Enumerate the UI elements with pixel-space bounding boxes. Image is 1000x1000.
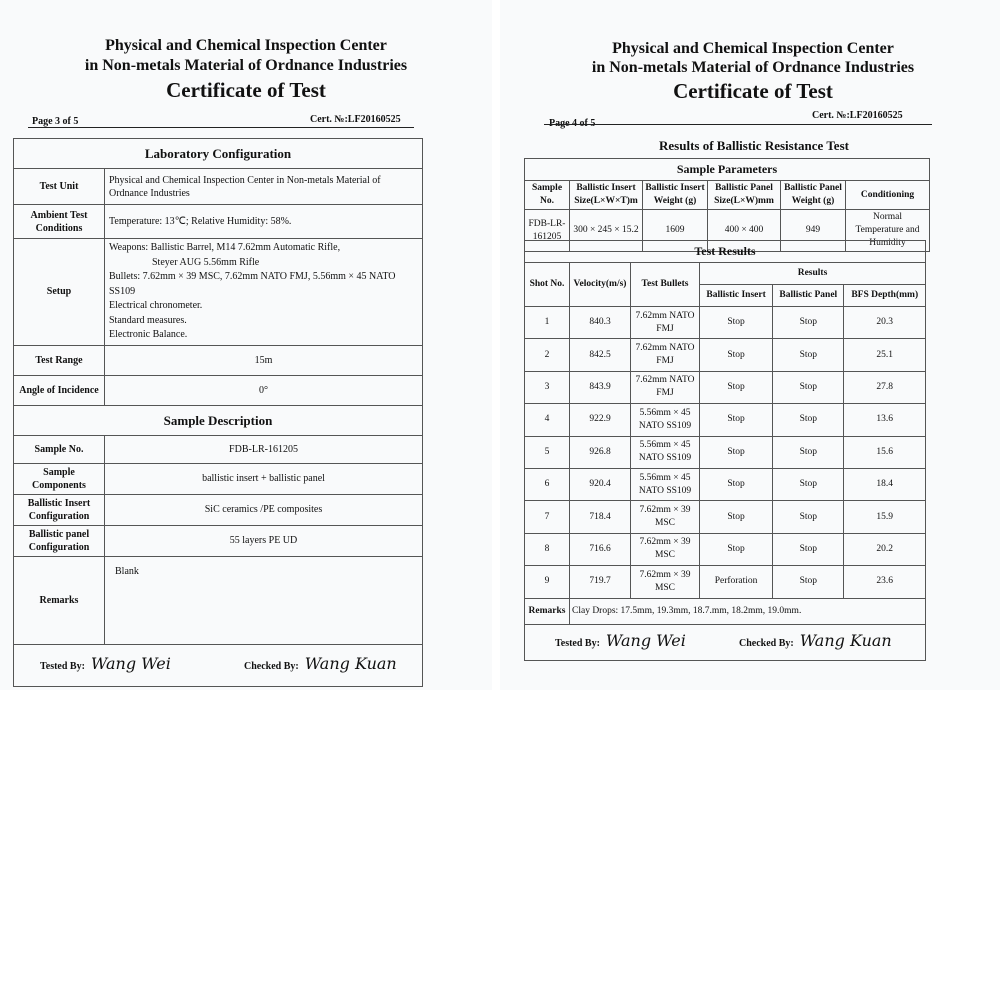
shot-cell: 27.8 <box>844 371 926 403</box>
shot-cell: 843.9 <box>570 371 631 403</box>
test-unit-label: Test Unit <box>14 169 105 205</box>
shot-cell: 20.3 <box>844 307 926 339</box>
shot-cell: 2 <box>525 339 570 371</box>
setup-line: Steyer AUG 5.56mm Rifle <box>152 256 260 268</box>
tested-by-label: Tested By: <box>555 637 600 649</box>
checked-by-label: Checked By: <box>244 660 299 672</box>
sample-no-value: FDB-LR-161205 <box>105 435 423 463</box>
shot-cell: 840.3 <box>570 307 631 339</box>
bfs-header: BFS Depth(mm) <box>844 285 926 307</box>
shot-cell: 1 <box>525 307 570 339</box>
tested-by <box>555 630 686 650</box>
remarks-value: Blank <box>105 556 423 644</box>
certificate-page-3 <box>0 0 492 690</box>
certificate-page-4 <box>500 0 1000 690</box>
shot-cell: 7.62mm × 39 MSC <box>631 533 700 565</box>
ambient-label: Ambient Test Conditions <box>14 205 105 239</box>
shot-cell: 920.4 <box>570 468 631 500</box>
param-cell: Normal Temperature and Humidity <box>846 210 930 252</box>
setup-value <box>105 239 423 346</box>
test-results-table <box>524 240 926 661</box>
org-name-line1: Physical and Chemical Inspection Center <box>612 40 894 57</box>
test-range-label: Test Range <box>14 345 105 375</box>
sample-description-heading: Sample Description <box>14 405 423 435</box>
shot-cell: 23.6 <box>844 566 926 598</box>
shot-cell: 9 <box>525 566 570 598</box>
shot-cell: Stop <box>700 436 773 468</box>
setup-line: Electronic Balance. <box>109 329 188 340</box>
tested-by-label: Tested By: <box>40 660 85 672</box>
results-remarks-value: Clay Drops: 17.5mm, 19.3mm, 18.7.mm, 18.2mm, 19.0mm. <box>570 598 926 624</box>
shot-cell: Stop <box>700 404 773 436</box>
shot-cell: 6 <box>525 468 570 500</box>
angle-value: 0° <box>105 375 423 405</box>
tested-signature: Wang Wei <box>90 653 171 673</box>
table-row <box>525 501 926 533</box>
header-rule <box>544 124 932 125</box>
insert-config-value: SiC ceramics /PE composites <box>105 494 423 525</box>
org-name-line2: in Non-metals Material of Ordnance Industries <box>591 59 915 76</box>
shot-cell: Stop <box>773 501 844 533</box>
cert-number: Cert. №:LF20160525 <box>310 114 401 125</box>
shot-cell: 842.5 <box>570 339 631 371</box>
test-range-value: 15m <box>105 345 423 375</box>
setup-line: Electrical chronometer. <box>109 300 203 311</box>
shot-cell: 3 <box>525 371 570 403</box>
page-number: Page 4 of 5 <box>549 118 596 129</box>
checked-by <box>244 653 397 673</box>
checked-by <box>739 630 892 650</box>
checked-signature: Wang Kuan <box>799 630 892 650</box>
insert-header: Ballistic Insert <box>700 285 773 307</box>
param-cell: 1609 <box>643 210 708 252</box>
bullets-header: Test Bullets <box>631 263 700 307</box>
shot-cell: 13.6 <box>844 404 926 436</box>
shot-cell: 7.62mm NATO FMJ <box>631 371 700 403</box>
shot-cell: Stop <box>773 339 844 371</box>
sample-parameters-table <box>524 158 930 252</box>
table-row <box>525 307 926 339</box>
org-name-line2: in Non-metals Material of Ordnance Industries <box>84 57 408 74</box>
shot-cell: 8 <box>525 533 570 565</box>
param-header: Ballistic Insert Size(L×W×T)m <box>570 181 643 210</box>
test-results-heading: Test Results <box>525 241 926 263</box>
shot-cell: 20.2 <box>844 533 926 565</box>
shot-cell: 7.62mm × 39 MSC <box>631 501 700 533</box>
test-unit-value: Physical and Chemical Inspection Center in Non-metals Material of Ordnance Industries <box>105 169 423 205</box>
shot-cell: 18.4 <box>844 468 926 500</box>
results-header: Results <box>700 263 926 285</box>
setup-line: Weapons: Ballistic Barrel, M14 7.62mm Automatic Rifle, <box>109 242 341 253</box>
shot-cell: Stop <box>773 404 844 436</box>
param-cell: 400 × 400 <box>708 210 781 252</box>
shot-cell: 5.56mm × 45 NATO SS109 <box>631 436 700 468</box>
shot-cell: Stop <box>773 566 844 598</box>
velocity-header: Velocity(m/s) <box>570 263 631 307</box>
sample-parameters-heading: Sample Parameters <box>525 159 930 181</box>
org-name-line1: Physical and Chemical Inspection Center <box>105 37 387 54</box>
remarks-label: Remarks <box>14 556 105 644</box>
header-rule <box>28 127 414 128</box>
shot-cell: 4 <box>525 404 570 436</box>
lab-config-heading: Laboratory Configuration <box>14 139 423 169</box>
angle-label: Angle of Incidence <box>14 375 105 405</box>
shot-cell: 15.6 <box>844 436 926 468</box>
page-number: Page 3 of 5 <box>32 116 79 127</box>
shot-header: Shot No. <box>525 263 570 307</box>
shot-cell: 7.62mm NATO FMJ <box>631 339 700 371</box>
shot-cell: 7 <box>525 501 570 533</box>
shot-cell: Stop <box>773 371 844 403</box>
shot-cell: Perforation <box>700 566 773 598</box>
table-row <box>525 533 926 565</box>
sample-no-label: Sample No. <box>14 435 105 463</box>
param-cell: FDB-LR-161205 <box>525 210 570 252</box>
lab-config-table <box>13 138 423 687</box>
shot-cell: 7.62mm NATO FMJ <box>631 307 700 339</box>
setup-line: Bullets: 7.62mm × 39 MSC, 7.62mm NATO FMJ, 5.56mm × 45 NATO SS109 <box>109 271 396 297</box>
checked-signature: Wang Kuan <box>304 653 397 673</box>
shot-cell: 5 <box>525 436 570 468</box>
shot-cell: 926.8 <box>570 436 631 468</box>
certificate-title: Certificate of Test <box>673 79 833 103</box>
table-row <box>525 468 926 500</box>
cert-number: Cert. №:LF20160525 <box>812 110 903 121</box>
param-cell: 949 <box>781 210 846 252</box>
shot-cell: Stop <box>700 339 773 371</box>
param-header: Sample No. <box>525 181 570 210</box>
sample-components-label: Sample Components <box>14 463 105 494</box>
tested-signature: Wang Wei <box>605 630 686 650</box>
shot-cell: 15.9 <box>844 501 926 533</box>
panel-config-label: Ballistic panel Configuration <box>14 525 105 556</box>
sample-components-value: ballistic insert + ballistic panel <box>105 463 423 494</box>
setup-label: Setup <box>14 239 105 346</box>
shot-cell: Stop <box>700 533 773 565</box>
shot-cell: 719.7 <box>570 566 631 598</box>
shot-cell: Stop <box>773 533 844 565</box>
param-cell: 300 × 245 × 15.2 <box>570 210 643 252</box>
signature-row <box>14 644 423 686</box>
shot-cell: Stop <box>700 468 773 500</box>
results-remarks-label: Remarks <box>525 598 570 624</box>
param-header: Ballistic Insert Weight (g) <box>643 181 708 210</box>
shot-cell: Stop <box>700 307 773 339</box>
checked-by-label: Checked By: <box>739 637 794 649</box>
table-row <box>525 436 926 468</box>
param-header: Conditioning <box>846 181 930 210</box>
tested-by <box>40 653 171 673</box>
shot-cell: 922.9 <box>570 404 631 436</box>
shot-cell: 5.56mm × 45 NATO SS109 <box>631 404 700 436</box>
table-row <box>525 404 926 436</box>
shot-cell: 7.62mm × 39 MSC <box>631 566 700 598</box>
setup-line: Standard measures. <box>109 314 187 326</box>
certificate-title: Certificate of Test <box>166 78 326 102</box>
shot-cell: 716.6 <box>570 533 631 565</box>
table-row <box>525 339 926 371</box>
table-row <box>525 371 926 403</box>
panel-config-value: 55 layers PE UD <box>105 525 423 556</box>
ambient-value: Temperature: 13℃; Relative Humidity: 58%. <box>105 205 423 239</box>
param-header: Ballistic Panel Weight (g) <box>781 181 846 210</box>
shot-cell: Stop <box>700 371 773 403</box>
signature-row <box>525 624 926 660</box>
shot-cell: 25.1 <box>844 339 926 371</box>
shot-cell: Stop <box>773 468 844 500</box>
shot-cell: 5.56mm × 45 NATO SS109 <box>631 468 700 500</box>
param-header: Ballistic Panel Size(L×W)mm <box>708 181 781 210</box>
table-row <box>525 566 926 598</box>
panel-header: Ballistic Panel <box>773 285 844 307</box>
insert-config-label: Ballistic Insert Configuration <box>14 494 105 525</box>
shot-cell: 718.4 <box>570 501 631 533</box>
results-heading: Results of Ballistic Resistance Test <box>659 138 849 153</box>
shot-cell: Stop <box>773 436 844 468</box>
shot-cell: Stop <box>700 501 773 533</box>
shot-cell: Stop <box>773 307 844 339</box>
